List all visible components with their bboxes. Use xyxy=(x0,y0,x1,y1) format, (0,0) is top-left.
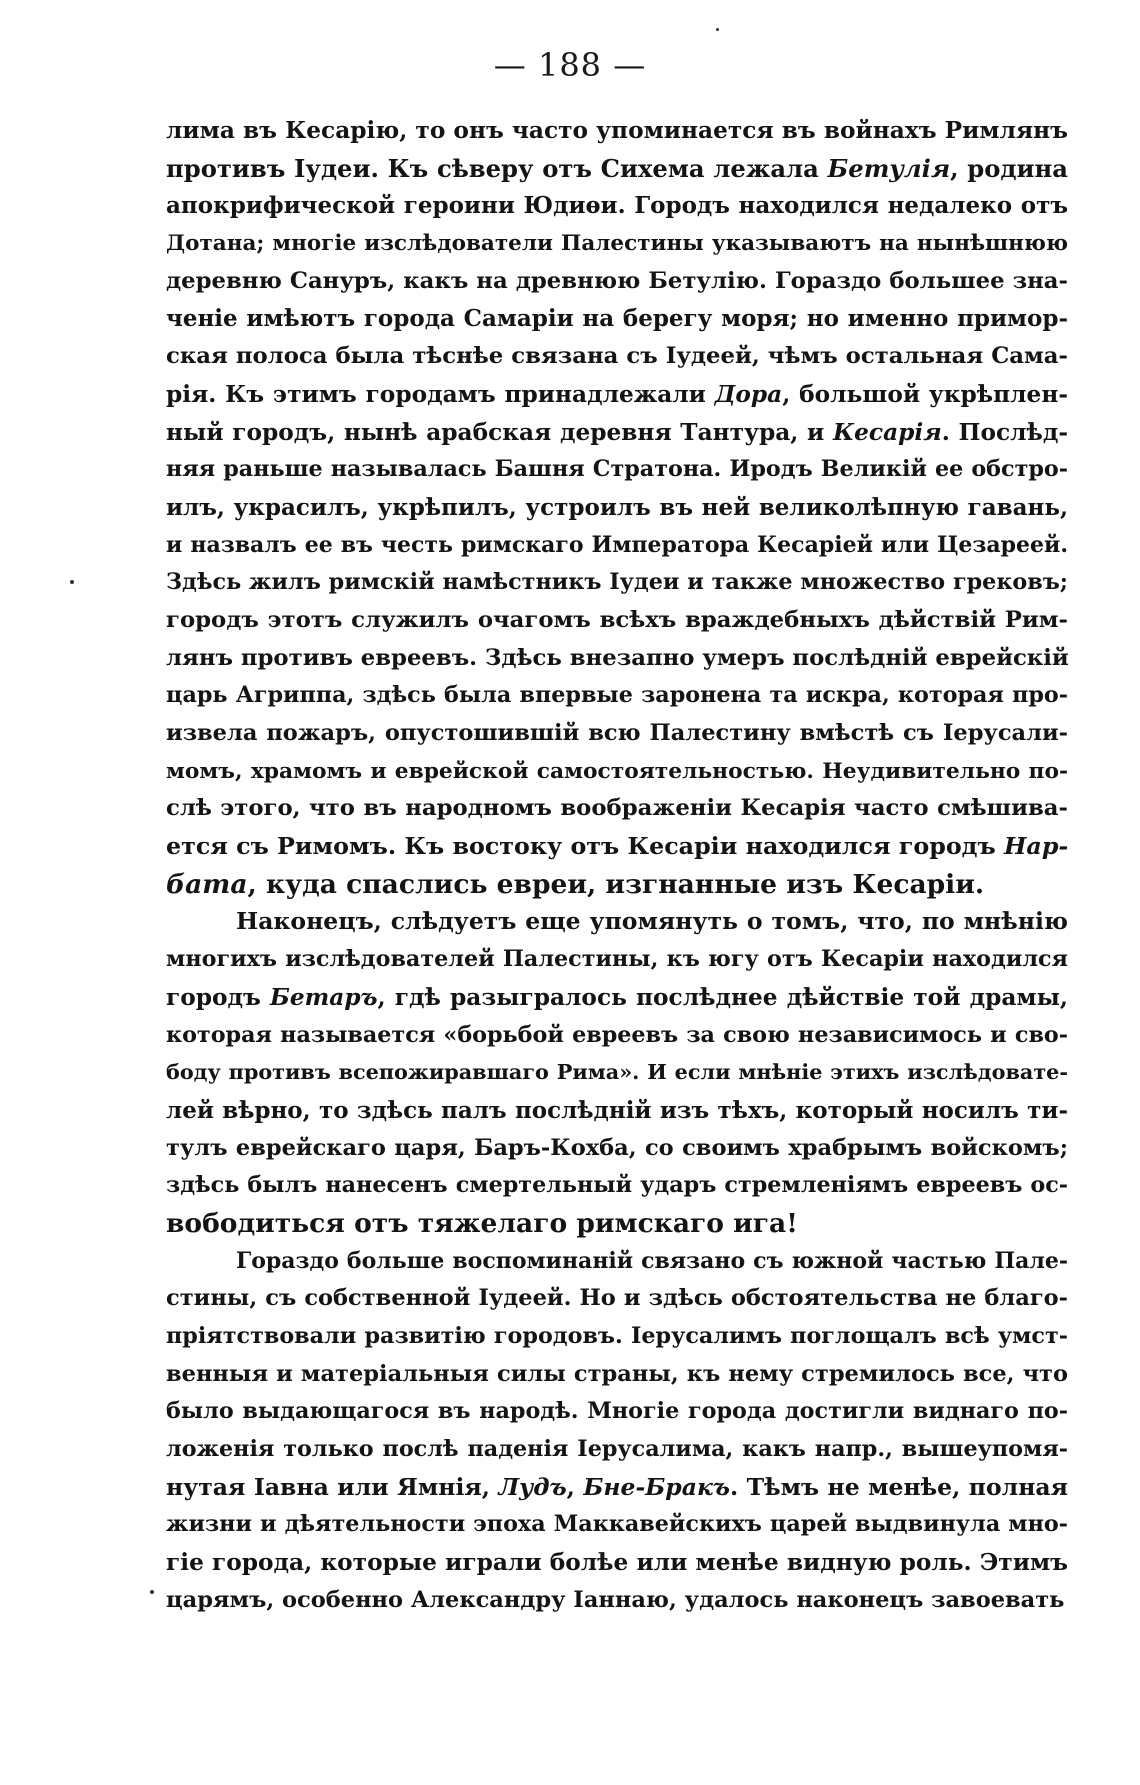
text-run: гіе города, которые играли болѣе или менѣе видную роль. Этимъ xyxy=(166,1549,1068,1577)
text-run: и назвалъ ее въ честь римскаго Императора Кесаріей или Цезареей. xyxy=(166,531,1068,558)
italic-place-name: бата xyxy=(166,868,248,900)
text-line xyxy=(166,150,1068,188)
text-line xyxy=(166,602,1068,640)
italic-place-name: Дора xyxy=(714,380,783,408)
text-run: здѣсь былъ нанесенъ смертельный ударъ стремленіямъ евреевъ ос- xyxy=(166,1172,1068,1199)
text-line xyxy=(166,677,1068,715)
text-run: . Послѣд- xyxy=(941,418,1068,446)
text-line xyxy=(166,1017,1068,1055)
text-run: было выдающагося въ народѣ. Многіе города достигли виднаго по- xyxy=(166,1398,1068,1425)
text-run: тулъ еврейскаго царя, Баръ-Кохба, со своимъ храбрымъ войскомъ; xyxy=(166,1134,1068,1161)
italic-place-name: Бетаръ xyxy=(270,983,378,1011)
text-line xyxy=(166,1582,1068,1620)
text-run: , xyxy=(566,1472,584,1501)
text-run: деревню Сануръ, какъ на древнюю Бетулію. Гораздо большее зна- xyxy=(166,267,1068,294)
text-line xyxy=(166,1205,1068,1243)
text-line xyxy=(166,1092,1068,1130)
text-line xyxy=(166,263,1068,301)
print-speck xyxy=(150,1590,154,1594)
text-line xyxy=(166,866,1068,904)
text-line xyxy=(166,225,1068,263)
text-line xyxy=(166,903,1068,941)
text-run: Гораздо больше воспоминаній связано съ южной частью Пале- xyxy=(236,1247,1068,1274)
text-run: которая называется «борьбой евреевъ за свою независимось и сво- xyxy=(166,1021,1068,1048)
text-run: момъ, храмомъ и еврейской самостоятельностью. Неудивительно по- xyxy=(166,758,1068,784)
text-line xyxy=(166,979,1068,1017)
italic-place-name: Бетулія xyxy=(827,153,951,183)
text-line xyxy=(166,376,1068,414)
text-run: царямъ, особенно Александру Іаннаю, удалось наконецъ завоевать xyxy=(166,1586,1065,1613)
text-run: противъ Іудеи. Къ сѣверу отъ Сихема лежала xyxy=(166,153,828,183)
text-line xyxy=(166,1356,1068,1394)
paragraph xyxy=(166,1243,1068,1620)
text-line xyxy=(166,564,1068,602)
text-run: илъ, украсилъ, укрѣпилъ, устроилъ въ ней великолѣпную гавань, xyxy=(166,493,1068,521)
text-run: , большой укрѣплен- xyxy=(782,380,1069,408)
text-run: многихъ изслѣдователей Палестины, къ югу отъ Кесаріи находился xyxy=(166,946,1068,973)
text-run: ская полоса была тѣснѣе связана съ Іудеей, чѣмъ остальная Сама- xyxy=(166,343,1068,370)
text-line xyxy=(166,1506,1068,1544)
italic-place-name: Бне-Бракъ xyxy=(583,1472,730,1501)
text-run: нутая Іавна или Ямнія, xyxy=(166,1472,499,1501)
text-line xyxy=(166,753,1068,791)
italic-place-name: Кесарія xyxy=(832,418,942,446)
text-run: венныя и матеріальныя силы страны, къ нему стремилось все, что xyxy=(166,1360,1068,1387)
italic-place-name: Лудъ xyxy=(498,1472,567,1501)
text-line xyxy=(166,338,1068,376)
text-line xyxy=(166,300,1068,338)
text-run: стины, съ собственной Іудеей. Но и здѣсь обстоятельства не благо- xyxy=(166,1285,1068,1312)
text-line xyxy=(166,1243,1068,1281)
text-run: . Тѣмъ не менѣе, полная xyxy=(729,1472,1068,1501)
text-run: Здѣсь жилъ римскій намѣстникъ Іудеи и также множество грековъ; xyxy=(166,569,1068,596)
text-run: ный городъ, нынѣ арабская деревня Тантура, и xyxy=(166,418,833,446)
paragraph xyxy=(166,112,1068,903)
text-run: боду противъ всепожиравшаго Рима». И если мнѣніе этихъ изслѣдовате- xyxy=(166,1060,1068,1085)
text-line xyxy=(166,451,1068,489)
text-run: апокрифической героини Юдиѳи. Городъ находился недалеко отъ xyxy=(166,192,1068,220)
print-speck xyxy=(716,28,719,31)
text-run: ложенія только послѣ паденія Іерусалима, какъ напр., вышеупомя- xyxy=(166,1436,1068,1463)
text-run: , родина xyxy=(950,153,1068,183)
text-line xyxy=(166,941,1068,979)
text-line xyxy=(166,1469,1068,1507)
text-run: Дотана; многіе изслѣдователи Палестины указываютъ на нынѣшнюю xyxy=(166,231,1068,257)
text-run: городъ xyxy=(166,983,271,1011)
text-line xyxy=(166,187,1068,225)
text-run: няя раньше называлась Башня Стратона. Иродъ Великій ее обстро- xyxy=(166,456,1068,483)
text-run: вободиться отъ тяжелаго римскаго ига! xyxy=(166,1207,798,1239)
text-line xyxy=(166,828,1068,866)
text-line xyxy=(166,640,1068,678)
text-line xyxy=(166,414,1068,452)
text-line xyxy=(166,1318,1068,1356)
text-line xyxy=(166,1544,1068,1582)
text-line xyxy=(166,1393,1068,1431)
paragraph xyxy=(166,903,1068,1242)
text-run: лима въ Кесарію, то онъ часто упоминается въ войнахъ Римлянъ xyxy=(166,117,1068,144)
text-line xyxy=(166,1280,1068,1318)
text-run: , гдѣ разыгралось послѣднее дѣйствіе той драмы, xyxy=(377,983,1068,1011)
text-run: слѣ этого, что въ народномъ воображеніи Кесарія часто смѣшива- xyxy=(166,795,1068,822)
text-run: Наконецъ, слѣдуетъ еще упомянуть о томъ, что, по мнѣнію xyxy=(236,907,1068,936)
text-line xyxy=(166,489,1068,527)
text-line xyxy=(166,1431,1068,1469)
text-line xyxy=(166,1054,1068,1092)
text-run: городъ этотъ служилъ очагомъ всѣхъ враждебныхъ дѣйствій Рим- xyxy=(166,606,1068,633)
text-line xyxy=(166,1130,1068,1168)
body-text xyxy=(166,112,1068,1620)
text-line xyxy=(166,112,1068,150)
text-run: пріятствовали развитію городовъ. Іерусалимъ поглощалъ всѣ умст- xyxy=(166,1323,1068,1349)
text-run: царь Агриппа, здѣсь была впервые заронена та искра, которая про- xyxy=(166,682,1068,709)
text-run: извела пожаръ, опустошившій всю Палестину вмѣстѣ съ Іерусали- xyxy=(166,720,1068,746)
text-run: ченіе имѣютъ города Самаріи на берегу моря; но именно примор- xyxy=(166,305,1068,333)
text-run: рія. Къ этимъ городамъ принадлежали xyxy=(166,380,715,408)
text-run: жизни и дѣятельности эпоха Маккавейскихъ царей выдвинула мно- xyxy=(166,1511,1068,1538)
italic-place-name: Нар- xyxy=(1003,832,1069,861)
text-line xyxy=(166,715,1068,753)
text-run: , куда спаслись евреи, изгнанные изъ Кесаріи. xyxy=(247,868,985,900)
page-number: — 188 — xyxy=(493,46,647,84)
text-run: лей вѣрно, то здѣсь палъ послѣдній изъ тѣхъ, который носилъ ти- xyxy=(166,1096,1068,1124)
text-run: лянъ противъ евреевъ. Здѣсь внезапно умеръ послѣдній еврейскій xyxy=(166,644,1069,671)
text-line xyxy=(166,790,1068,828)
print-speck xyxy=(70,580,74,584)
text-line xyxy=(166,1167,1068,1205)
text-run: ется съ Римомъ. Къ востоку отъ Кесаріи находился городъ xyxy=(166,832,1004,861)
text-line xyxy=(166,527,1068,565)
